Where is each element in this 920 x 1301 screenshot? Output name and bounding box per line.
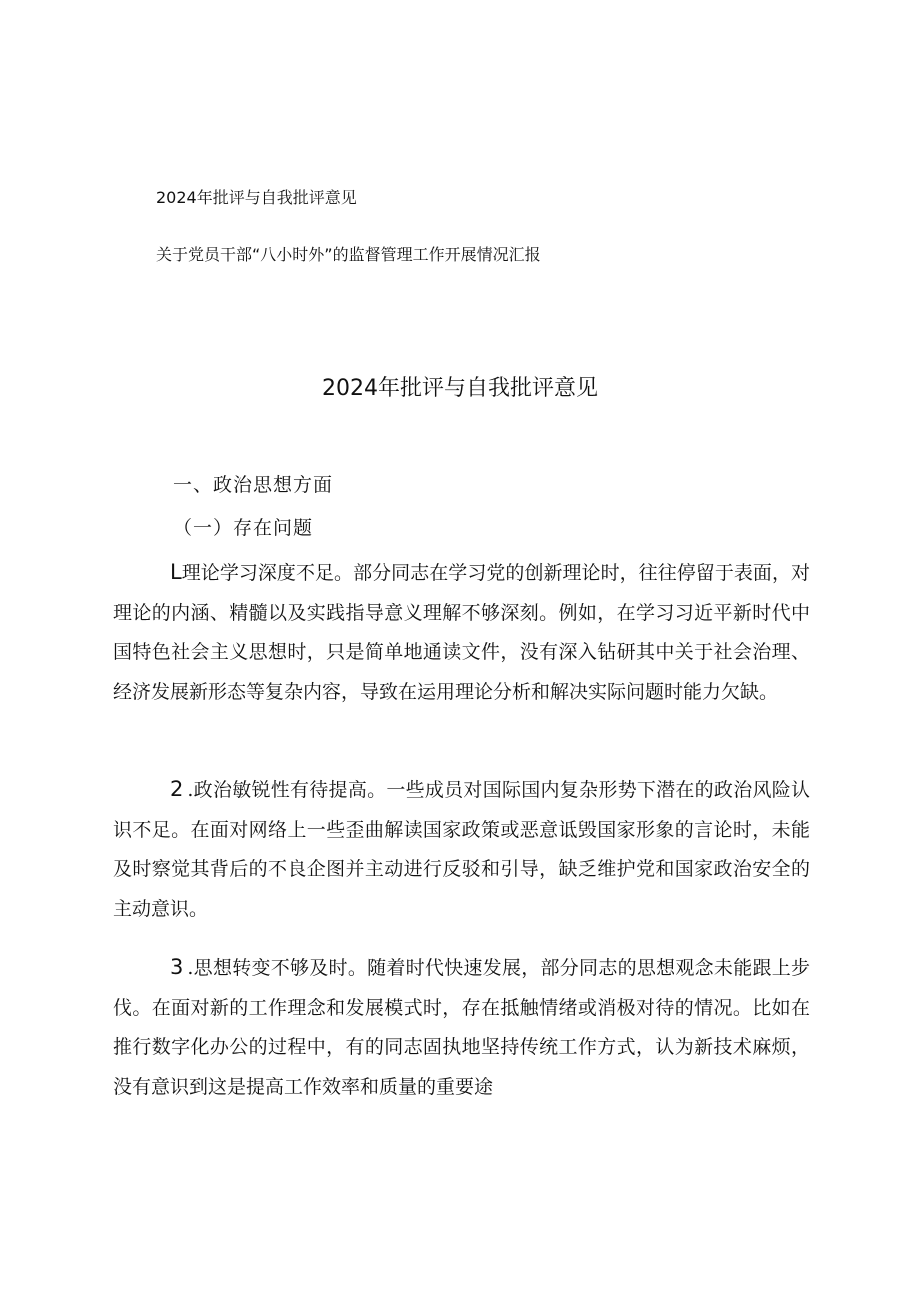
paragraph-number: 3: [170, 955, 184, 979]
toc-item-supervision-report[interactable]: 关于党员干部“八小时外”的监督管理工作开展情况汇报: [156, 245, 541, 264]
paragraph-text: 理论学习深度不足。部分同志在学习党的创新理论时，往往停留于表面，对理论的内涵、精髓以及实践指导意义理解不够深刻。例如，在学习习近平新时代中国特色社会主义思想时，只是简单地通读文件，没有深入钻研其中关于社会治理、经济发展新形态等复杂内容，导致在运用理论分析和解决实际问题时能力欠缺。: [113, 562, 810, 703]
document-title: 2024年批评与自我批评意见: [322, 376, 598, 401]
paragraph-number: 2: [170, 777, 184, 801]
paragraph-number: L: [170, 560, 182, 584]
paragraph-text: .思想转变不够及时。随着时代快速发展，部分同志的思想观念未能跟上步伐。在面对新的工作理念和发展模式时，存在抵触情绪或消极对待的情况。比如在推行数字化办公的过程中，有的同志固执地坚持传统工作方式，认为新技术麻烦，没有意识到这是提高工作效率和质量的重要途: [113, 957, 810, 1098]
paragraph-text: .政治敏锐性有待提高。一些成员对国际国内复杂形势下潜在的政治风险认识不足。在面对网络上一些歪曲解读国家政策或恶意诋毁国家形象的言论时，未能及时察觉其背后的不良企图并主动进行反驳和引导，缺乏维护党和国家政治安全的主动意识。: [113, 779, 810, 920]
paragraph-item: [113, 770, 810, 929]
paragraph-item: [113, 553, 810, 712]
subsection-heading: （一）存在问题: [173, 517, 314, 539]
toc-item-criticism-opinions[interactable]: 2024年批评与自我批评意见: [156, 188, 357, 207]
section-heading: 一、政治思想方面: [173, 474, 334, 496]
paragraph-item: [113, 948, 810, 1107]
